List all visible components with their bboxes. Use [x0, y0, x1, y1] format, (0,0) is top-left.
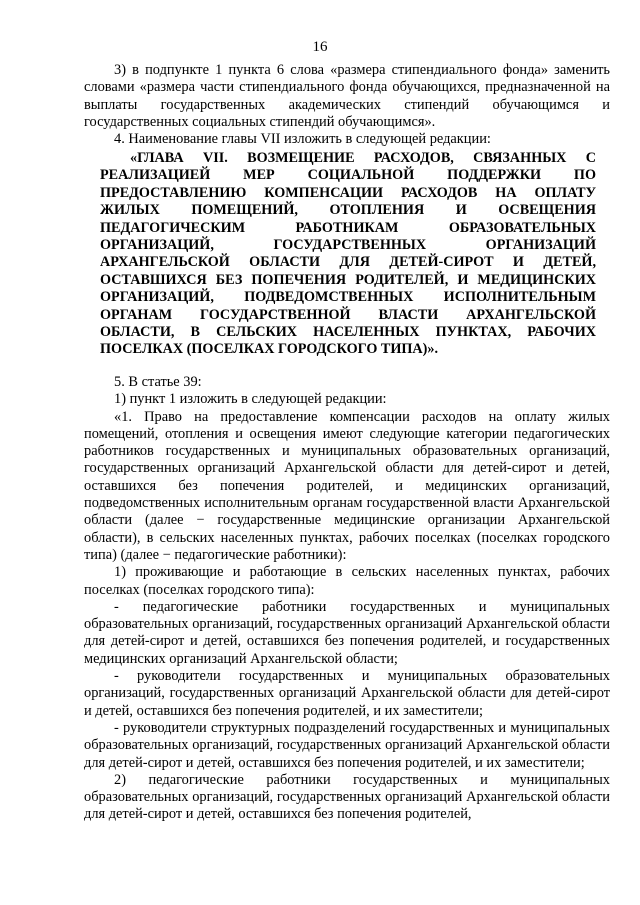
paragraph: 2) педагогические работники государственных и муниципальных образовательных организаций, государственных организаций Архангельской области для детей-сирот и детей, оставшихся без попечения родителей, [84, 771, 610, 823]
amendment-text-bottom [84, 374, 610, 824]
paragraph: 4. Наименование главы VII изложить в следующей редакции: [114, 131, 491, 148]
list-item: - руководители структурных подразделений государственных и муниципальных образовательных организаций, государственных организаций Архангельской области для детей-сирот и детей, оставшихся без попечения родителей, и их заместители; [84, 719, 610, 771]
paragraph: 3) в подпункте 1 пункта 6 слова «размера стипендиального фонда» заменить словами «размера части стипендиального фонда обучающихся, предназначенной на выплаты государственных академических стипендий обучающимся и государственных социальных стипендий обучающимся». [84, 62, 610, 130]
chapter-heading-block [100, 150, 596, 359]
paragraph: 1) пункт 1 изложить в следующей редакции: [114, 391, 387, 408]
list-item: - руководители государственных и муниципальных образовательных организаций, государственных организаций Архангельской области для детей-сирот и детей, оставшихся без попечения родителей, и их заместители; [84, 668, 610, 719]
paragraph: 1) проживающие и работающие в сельских населенных пунктах, рабочих поселках (поселках городского типа): [84, 564, 610, 598]
paragraph: 5. В статье 39: [114, 374, 202, 390]
amendment-text-top [84, 62, 610, 148]
list-item: - педагогические работники государственных и муниципальных образовательных организаций, государственных организаций Архангельской области для детей-сирот и детей, оставшихся без попечения родителей, и государственных медицинских организаций Архангельской области; [84, 598, 610, 667]
paragraph: «1. Право на предоставление компенсации расходов на оплату жилых помещений, отопления и освещения имеют следующие категории педагогических работников государственных и муниципальных образовательных организаций, государственных организаций Архангельской области для детей-сирот и детей, оставшихся без попечения родителей, и медицинских организаций, подведомственных исполнительным органам государственной власти Архангельской области (далее − государственные медицинские организации Архангельской области), в сельских населенных пунктах, рабочих поселках (поселках городского типа) (далее − педагогические работники): [84, 408, 610, 563]
chapter-heading: «ГЛАВА VII. ВОЗМЕЩЕНИЕ РАСХОДОВ, СВЯЗАННЫХ С РЕАЛИЗАЦИЕЙ МЕР СОЦИАЛЬНОЙ ПОДДЕРЖКИ ПО ПРЕДОСТАВЛЕНИЮ КОМПЕНСАЦИИ РАСХОДОВ НА ОПЛАТУ ЖИЛЫХ ПОМЕЩЕНИЙ, ОТОПЛЕНИЯ И ОСВЕЩЕНИЯ ПЕДАГОГИЧЕСКИМ РАБОТНИКАМ ОБРАЗОВАТЕЛЬНЫХ ОРГАНИЗАЦИЙ, ГОСУДАРСТВЕННЫХ ОРГАНИЗАЦИЙ АРХАНГЕЛЬСКОЙ ОБЛАСТИ ДЛЯ ДЕТЕЙ-СИРОТ И ДЕТЕЙ, ОСТАВШИХСЯ БЕЗ ПОПЕЧЕНИЯ РОДИТЕЛЕЙ, И МЕДИЦИНСКИХ ОРГАНИЗАЦИЙ, ПОДВЕДОМСТВЕННЫХ ИСПОЛНИТЕЛЬНЫМ ОРГАНАМ ГОСУДАРСТВЕННОЙ ВЛАСТИ АРХАНГЕЛЬСКОЙ ОБЛАСТИ, В СЕЛЬСКИХ НАСЕЛЕННЫХ ПУНКТАХ, РАБОЧИХ ПОСЕЛКАХ (ПОСЕЛКАХ ГОРОДСКОГО ТИПА)». [100, 150, 596, 358]
page-number: 16 [312, 39, 328, 55]
